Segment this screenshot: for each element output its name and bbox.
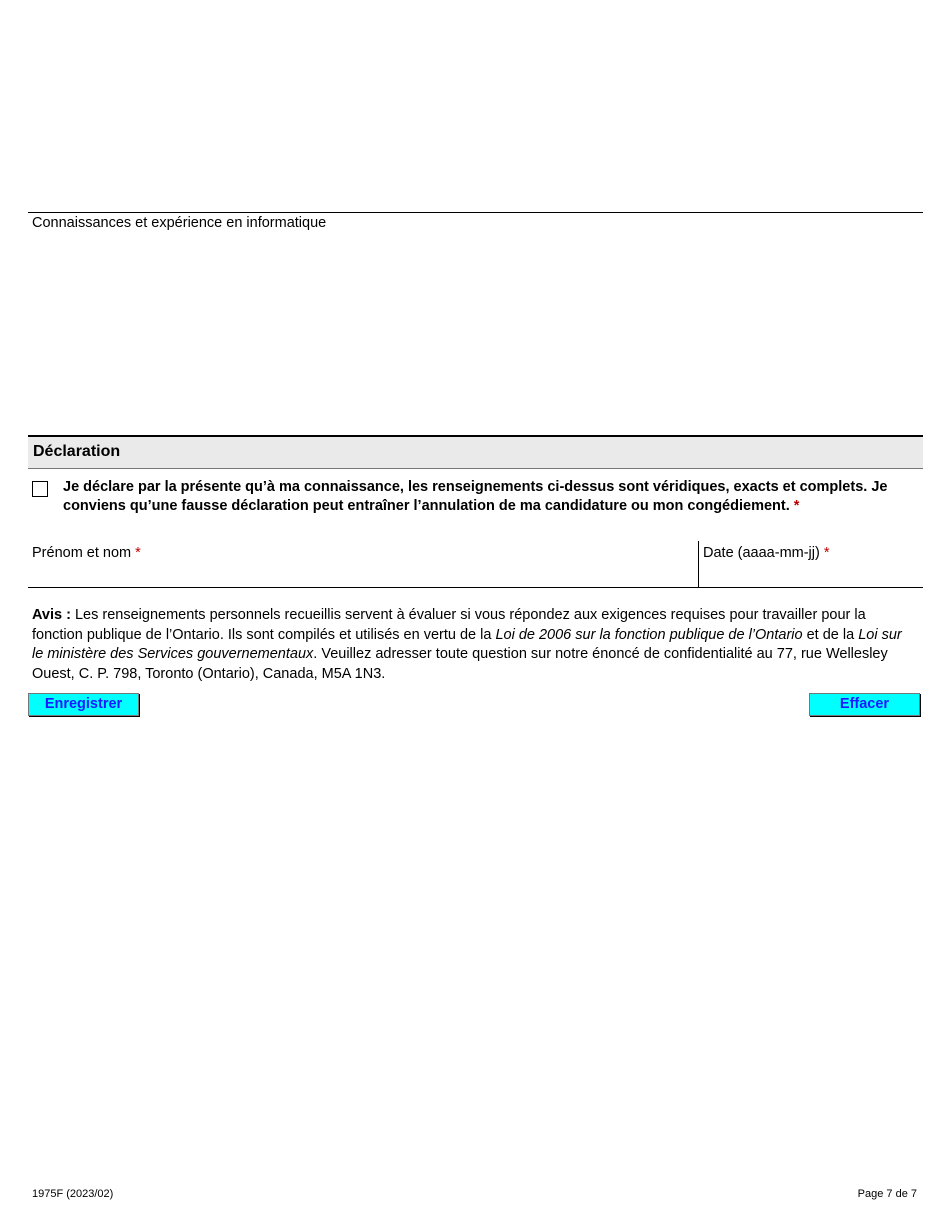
computer-knowledge-label: Connaissances et expérience en informatique [32,215,327,231]
section-top-rule [28,212,923,213]
declaration-checkbox[interactable] [32,481,48,497]
form-number: 1975F (2023/02) [32,1188,114,1200]
name-input[interactable] [28,541,698,587]
page-number: Page 7 de 7 [857,1188,917,1200]
save-button[interactable]: Enregistrer [28,693,139,716]
notice-lead: Avis : [32,607,71,623]
required-marker: * [823,545,830,561]
computer-knowledge-field[interactable] [28,236,923,431]
date-field-label: Date (aaaa-mm-jj) [703,545,820,561]
notice-text-2: et de la [802,626,859,643]
declaration-statement: Je déclare par la présente qu’à ma connaissance, les renseignements ci-dessus sont véridiques, exacts et complets. Je conviens qu’une fausse déclaration peut entraîner l’annulation de ma candidature ou mon congédiement. [63,479,888,514]
privacy-notice [32,606,917,684]
required-marker: * [135,545,141,561]
notice-text-3: . Veuillez adresser toute question sur notre énoncé de confidentialité au 77, rue Wellesley Ouest, C. P. 798, Toronto (Ontario), Canada, M5A 1N3. [32,646,888,682]
declaration-statement-block [63,478,893,516]
notice-law-2: Loi sur le ministère des Services gouvernementaux [32,626,902,662]
name-field-label: Prénom et nom [32,545,132,561]
declaration-heading: Déclaration [33,443,121,460]
fields-bottom-rule [28,587,923,588]
declaration-header [28,435,923,469]
notice-text-1: Les renseignements personnels recueillis servent à évaluer si vous répondez aux exigences requises pour travailler pour la fonction publique de l’Ontario. Ils sont compilés et utilisés en vertu de la [32,607,866,643]
date-input[interactable] [699,541,923,587]
notice-law-1: Loi de 2006 sur la fonction publique de l’Ontario [495,626,803,643]
required-marker: * [793,498,800,514]
clear-button[interactable]: Effacer [809,693,920,716]
